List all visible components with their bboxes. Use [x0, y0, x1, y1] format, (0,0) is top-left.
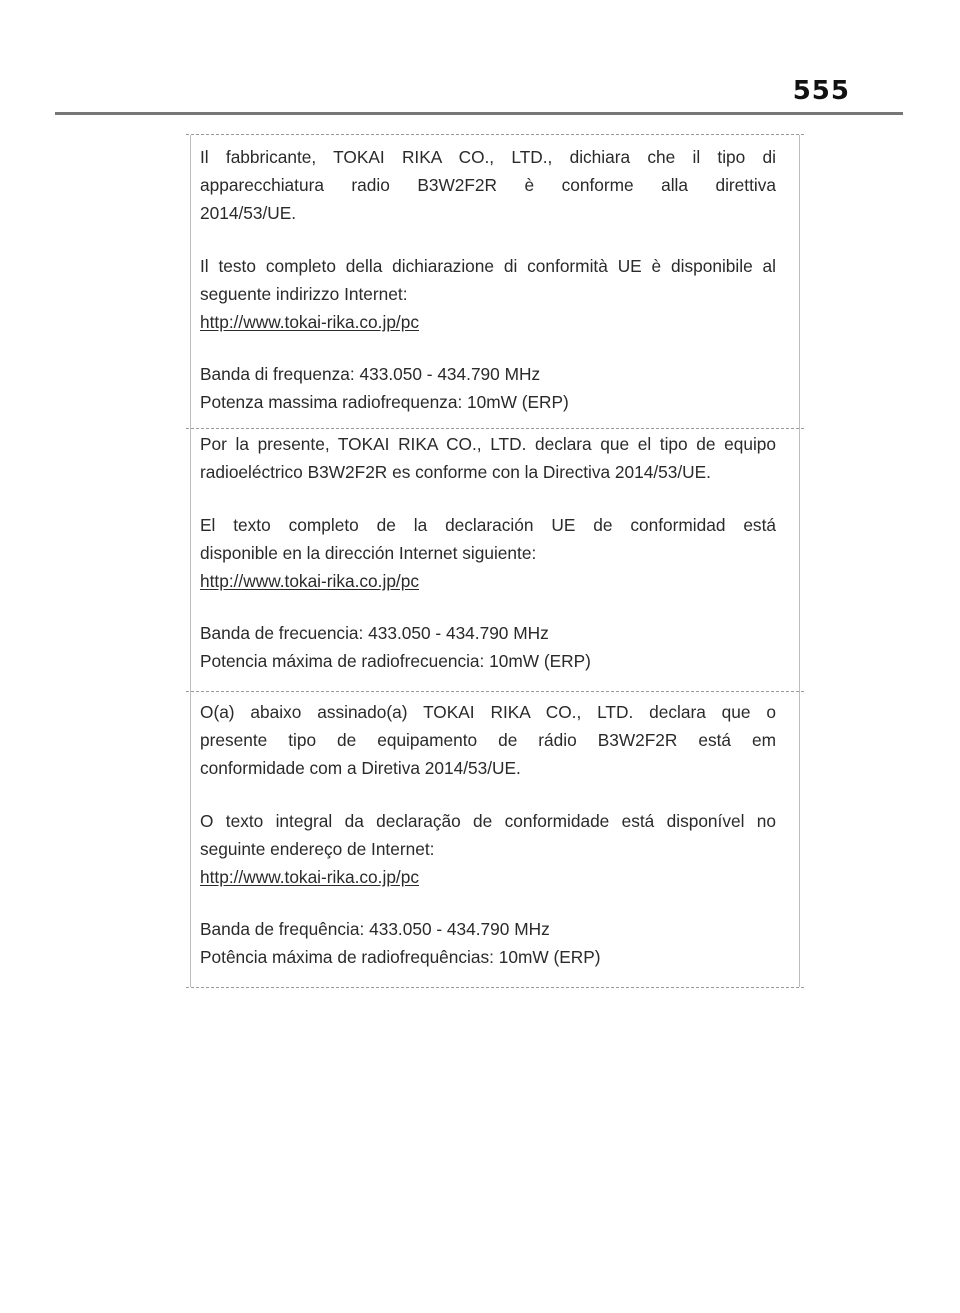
- availability-statement: [200, 807, 776, 891]
- frequency-band: Banda de frequência: 433.050 - 434.790 MHz: [200, 919, 550, 939]
- declaration-statement: [200, 698, 776, 782]
- text-line: O texto integral da declaração de conformidade está disponível no: [200, 811, 776, 831]
- radio-specs: [200, 360, 776, 416]
- text-line: seguente indirizzo Internet:: [200, 284, 408, 304]
- section-divider: [186, 428, 804, 429]
- declaration-portuguese: [186, 698, 804, 971]
- text-line: Il testo completo della dichiarazione di conformità UE è disponibile al: [200, 256, 776, 276]
- text-line: seguinte endereço de Internet:: [200, 839, 435, 859]
- radio-specs: [200, 915, 776, 971]
- max-power: Potência máxima de radiofrequências: 10mW (ERP): [200, 947, 601, 967]
- availability-statement: [200, 511, 776, 595]
- availability-statement: [200, 252, 776, 336]
- section-divider: [186, 691, 804, 692]
- text-line: 2014/53/UE.: [200, 203, 297, 223]
- text-line: radioeléctrico B3W2F2R es conforme con la Directiva 2014/53/UE.: [200, 462, 711, 482]
- declaration-statement: [200, 430, 776, 486]
- text-line: Il fabbricante, TOKAI RIKA CO., LTD., dichiara che il tipo di: [200, 147, 776, 167]
- text-line: El texto completo de la declaración UE de conformidad está: [200, 515, 776, 535]
- header-rule: [55, 112, 903, 115]
- max-power: Potenza massima radiofrequenza: 10mW (ERP): [200, 392, 569, 412]
- text-line: conformidade com a Diretiva 2014/53/UE.: [200, 758, 521, 778]
- declaration-spanish: [186, 430, 804, 675]
- max-power: Potencia máxima de radiofrecuencia: 10mW (ERP): [200, 651, 591, 671]
- declaration-link[interactable]: http://www.tokai-rika.co.jp/pc: [200, 867, 419, 887]
- frequency-band: Banda di frequenza: 433.050 - 434.790 MHz: [200, 364, 541, 384]
- page-number: 555: [792, 76, 850, 106]
- text-line: apparecchiatura radio B3W2F2R è conforme alla direttiva: [200, 175, 776, 195]
- declaration-link[interactable]: http://www.tokai-rika.co.jp/pc: [200, 312, 419, 332]
- text-line: O(a) abaixo assinado(a) TOKAI RIKA CO., LTD. declara que o: [200, 702, 776, 722]
- declaration-italian: [186, 143, 804, 416]
- text-line: disponible en la dirección Internet siguiente:: [200, 543, 537, 563]
- declaration-statement: [200, 143, 776, 227]
- text-line: Por la presente, TOKAI RIKA CO., LTD. declara que el tipo de equipo: [200, 434, 776, 454]
- radio-specs: [200, 619, 776, 675]
- text-line: presente tipo de equipamento de rádio B3W2F2R está em: [200, 730, 776, 750]
- frequency-band: Banda de frecuencia: 433.050 - 434.790 MHz: [200, 623, 549, 643]
- declaration-link[interactable]: http://www.tokai-rika.co.jp/pc: [200, 571, 419, 591]
- declaration-box: [186, 134, 804, 988]
